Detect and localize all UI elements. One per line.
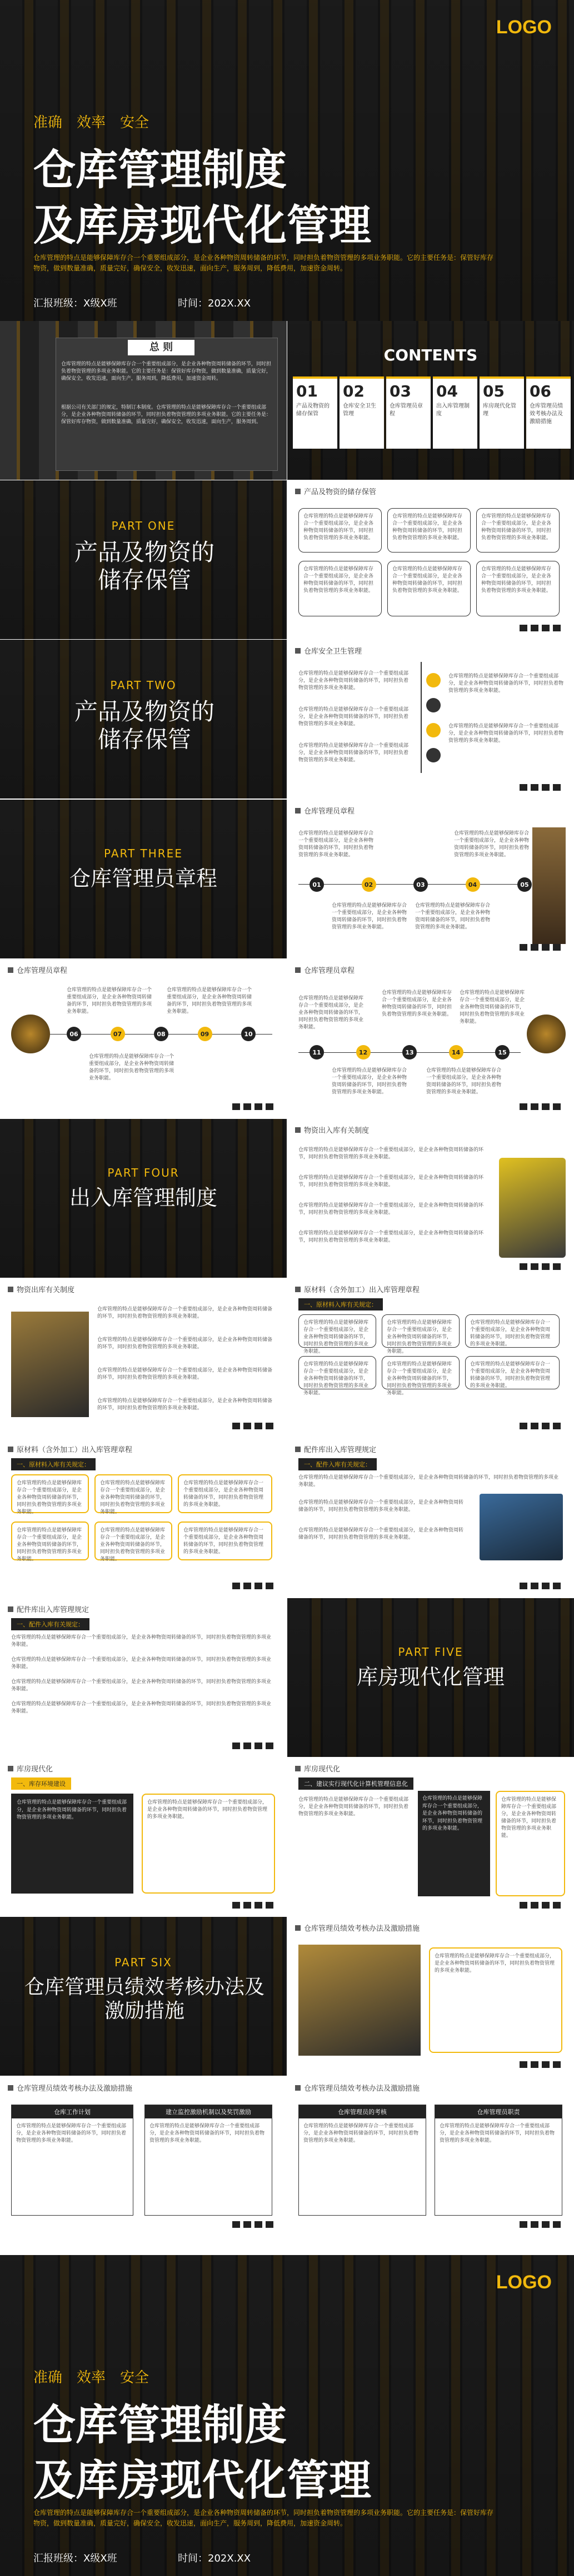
- slide-nav: [520, 784, 561, 791]
- intro-slide: [0, 321, 287, 480]
- slide-nav: [232, 1583, 273, 1589]
- title-marker-icon: [8, 1287, 13, 1292]
- step-number: 07: [111, 1027, 125, 1041]
- staff1-text-3: 仓库管理的特点是能够保障库存合一个重要组成部分，是企业各种物资周转储备的环节，同时担负着物资管理的多项业务职能。: [332, 903, 407, 931]
- part-two-slide: [0, 640, 287, 799]
- staff2-text-3: 仓库管理的特点是能够保障库存合一个重要组成部分，是企业各种物资周转储备的环节，同时担负着物资管理的多项业务职能。: [89, 1054, 174, 1082]
- cover-title-line2: 及库房现代化管理: [33, 2456, 371, 2505]
- slide-title: 仓库管理员章程: [304, 967, 355, 975]
- store-box-5: 仓库管理的特点是能够保障库存合一个重要组成部分，是企业各种物资周转储备的环节，同时担负着物资管理的多项业务职能。: [387, 561, 471, 616]
- inout1-slide: [287, 1119, 574, 1278]
- staff3-text-2: 仓库管理的特点是能够保障库存合一个重要组成部分，是企业各种物资周转储备的环节，同时担负着物资管理的多项业务职能。: [382, 990, 452, 1018]
- part-label: PART THREE: [104, 847, 183, 860]
- cover-time: 时间：202X.XX: [178, 298, 251, 309]
- slide-title: 配件库出入库管理规定: [17, 1606, 89, 1614]
- title-marker-icon: [8, 967, 13, 973]
- cover-title-line1: 仓库管理制度: [33, 2400, 287, 2449]
- contents-item[interactable]: [386, 376, 431, 449]
- safety-text-2: 仓库管理的特点是能够保障库存合一个重要组成部分，是企业各种物资周转储备的环节，同时担负着物资管理的多项业务职能。: [298, 707, 409, 727]
- modern-header-2: 二、建议实行现代化计算机管理信息化: [298, 1777, 413, 1790]
- title-marker-icon: [295, 1127, 301, 1133]
- inout2-slide: [0, 1278, 287, 1437]
- step-number: 05: [517, 877, 532, 892]
- raw2-box-4: 仓库管理的特点是能够保障库存合一个重要组成部分，是企业各种物资周转储备的环节，同时担负着物资管理的多项业务职能。: [11, 1522, 89, 1560]
- raw-header: 一、原材料入库有关规定：: [11, 1458, 96, 1470]
- contents-label: 仓库管理员章程: [390, 403, 423, 417]
- step-number: 10: [241, 1027, 256, 1041]
- perf1-slide: [287, 1917, 574, 2076]
- contents-label: 仓库安全卫生管理: [343, 403, 376, 417]
- contents-label: 出入库管理制度: [436, 403, 470, 417]
- parts2-text-4: 仓库管理的特点是能够保障库存合一个重要组成部分，是企业各种物资周转储备的环节，同时担负着物资管理的多项业务职能。: [11, 1701, 272, 1715]
- inout2-text-1: 仓库管理的特点是能够保障库存合一个重要组成部分，是企业各种物资周转储备的环节，同时担负着物资管理的多项业务职能。: [97, 1307, 273, 1320]
- slide-nav: [520, 1103, 561, 1110]
- slide-title: 产品及物资的储存保管: [304, 488, 377, 496]
- warehouse-photo: [298, 1945, 421, 2056]
- inout2-text-2: 仓库管理的特点是能够保障库存合一个重要组成部分，是企业各种物资周转储备的环节，同时担负着物资管理的多项业务职能。: [97, 1337, 273, 1350]
- raw2-box-3: 仓库管理的特点是能够保障库存合一个重要组成部分，是企业各种物资周转储备的环节，同时担负着物资管理的多项业务职能。: [178, 1474, 272, 1513]
- slide-title: 库房现代化: [17, 1765, 53, 1774]
- part-label: PART TWO: [110, 679, 177, 692]
- contents-item[interactable]: [293, 376, 337, 449]
- closing-slide: [0, 2255, 574, 2576]
- part-title: 仓库管理员绩效考核办法及激励措施: [24, 1976, 264, 2023]
- part-label: PART ONE: [111, 519, 176, 533]
- staff2-text-1: 仓库管理的特点是能够保障库存合一个重要组成部分，是企业各种物资周转储备的环节，同时担负着物资管理的多项业务职能。: [67, 987, 152, 1015]
- raw1-box-4: 仓库管理的特点是能够保障库存合一个重要组成部分，是企业各种物资周转储备的环节，同时担负着物资管理的多项业务职能。: [298, 1356, 376, 1389]
- staff1-text-2: 仓库管理的特点是能够保障库存合一个重要组成部分，是企业各种物资周转储备的环节，同时担负着物资管理的多项业务职能。: [454, 831, 530, 858]
- part-label: PART FOUR: [107, 1166, 179, 1179]
- parts2-text-1: 仓库管理的特点是能够保障库存合一个重要组成部分，是企业各种物资周转储备的环节，同时担负着物资管理的多项业务职能。: [11, 1635, 272, 1648]
- raw1-box-1: 仓库管理的特点是能够保障库存合一个重要组成部分，是企业各种物资周转储备的环节，同时担负着物资管理的多项业务职能。: [298, 1314, 376, 1348]
- cover-class: 汇报班级：X级X班: [33, 298, 117, 309]
- bullet-icon: [426, 723, 441, 737]
- staff3-text-5: 仓库管理的特点是能够保障库存合一个重要组成部分，是企业各种物资周转储备的环节，同时担负着物资管理的多项业务职能。: [426, 1068, 502, 1096]
- store-box-2: 仓库管理的特点是能够保障库存合一个重要组成部分，是企业各种物资周转储备的环节，同时担负着物资管理的多项业务职能。: [387, 508, 471, 553]
- slide-title: 物资出入库有关制度: [304, 1127, 370, 1135]
- slide-title: 仓库安全卫生管理: [304, 647, 362, 656]
- staff3-text-1: 仓库管理的特点是能够保障库存合一个重要组成部分，是企业各种物资周转储备的环节，同时担负着物资管理的多项业务职能。: [298, 996, 364, 1031]
- raw2-box-5: 仓库管理的特点是能够保障库存合一个重要组成部分，是企业各种物资周转储备的环节，同时担负着物资管理的多项业务职能。: [94, 1522, 172, 1560]
- title-marker-icon: [8, 2085, 13, 2091]
- safety-slide: [287, 640, 574, 799]
- part-title: 仓库管理员章程: [69, 866, 217, 891]
- cover-time: 时间：202X.XX: [178, 2553, 251, 2564]
- slide-nav: [232, 2221, 273, 2228]
- modern-yellow-box: 仓库管理的特点是能够保障库存合一个重要组成部分，是企业各种物资周转储备的环节，同时担负着物资管理的多项业务职能。: [142, 1794, 275, 1894]
- inout1-text-2: 仓库管理的特点是能够保障库存合一个重要组成部分，是企业各种物资周转储备的环节，同时担负着物资管理的多项业务职能。: [298, 1175, 484, 1188]
- raw1-slide: [287, 1278, 574, 1437]
- title-marker-icon: [8, 1606, 13, 1612]
- slide-nav: [520, 1263, 561, 1270]
- slide-title: 库房现代化: [304, 1765, 341, 1774]
- contents-number: 01: [296, 382, 318, 400]
- slide-nav: [520, 625, 561, 631]
- parts1-text-1: 仓库管理的特点是能够保障库存合一个重要组成部分，是企业各种物资周转储备的环节，同时担负着物资管理的多项业务职能。: [298, 1475, 559, 1488]
- step-number: 12: [356, 1045, 371, 1059]
- intro-heading: 总 则: [128, 340, 194, 355]
- inout2-text-3: 仓库管理的特点是能够保障库存合一个重要组成部分，是企业各种物资周转储备的环节，同时担负着物资管理的多项业务职能。: [97, 1368, 273, 1381]
- store-box-4: 仓库管理的特点是能够保障库存合一个重要组成部分，是企业各种物资周转储备的环节，同时担负着物资管理的多项业务职能。: [298, 561, 382, 616]
- title-marker-icon: [295, 2085, 301, 2091]
- parts-header: 一、配件入库有关规定：: [11, 1618, 89, 1630]
- perf1-yellow-box: 仓库管理的特点是能够保障库存合一个重要组成部分，是企业各种物资周转储备的环节，同时担负着物资管理的多项业务职能。: [429, 1947, 562, 2053]
- perf-col-4: 仓库管理员职责 仓库管理的特点是能够保障库存合一个重要组成部分，是企业各种物资周转储备的环节，同时担负着物资管理的多项业务职能。: [435, 2105, 562, 2216]
- staff1-text-4: 仓库管理的特点是能够保障库存合一个重要组成部分，是企业各种物资周转储备的环节，同时担负着物资管理的多项业务职能。: [415, 903, 491, 931]
- raw2-box-1: 仓库管理的特点是能够保障库存合一个重要组成部分，是企业各种物资周转储备的环节，同时担负着物资管理的多项业务职能。: [11, 1474, 89, 1513]
- cover-title-line1: 仓库管理制度: [33, 145, 287, 194]
- slide-title: 物资出库有关制度: [17, 1286, 75, 1294]
- cover-description: 仓库管理的特点是能够保障库存合一个重要组成部分，是企业各种物资周转储备的环节，同时担负着物资管理的多项业务职能。它的主要任务是：保管好库存物资，做到数量准确，质量完好，确保安全，收发迅速，面向生产，服务周到，降低费用，加速资金周转。: [33, 2509, 494, 2528]
- part-one-slide: [0, 480, 287, 639]
- contents-label: 库房现代化管理: [483, 403, 516, 417]
- parts1-slide: [287, 1438, 574, 1597]
- perf-col-1: 仓库工作计划 仓库管理的特点是能够保障库存合一个重要组成部分，是企业各种物资周转储备的环节，同时担负着物资管理的多项业务职能。: [11, 2105, 133, 2216]
- part-title: 产品及物资的储存保管: [74, 539, 214, 594]
- slide-title: 仓库管理员绩效考核办法及激励措施: [304, 1925, 420, 1933]
- slide-nav: [520, 2061, 561, 2068]
- contents-label: 产品及物资的储存保管: [296, 403, 330, 417]
- part-title: 产品及物资的储存保管: [74, 698, 214, 754]
- step-number: 09: [198, 1027, 212, 1041]
- title-marker-icon: [295, 1925, 301, 1931]
- step-number: 11: [310, 1045, 324, 1059]
- part-label: PART SIX: [114, 1956, 172, 1969]
- title-marker-icon: [295, 1447, 301, 1452]
- raw1-box-3: 仓库管理的特点是能够保障库存合一个重要组成部分，是企业各种物资周转储备的环节，同时担负着物资管理的多项业务职能。: [465, 1314, 560, 1348]
- contents-number: 04: [436, 382, 458, 400]
- contents-item[interactable]: [340, 376, 384, 449]
- warehouse-photo: [532, 827, 566, 944]
- contents-heading: CONTENTS: [383, 346, 478, 364]
- perf-col-2: 建立监控激励机制以及奖罚激励 仓库管理的特点是能够保障库存合一个重要组成部分，是企业各种物资周转储备的环节，同时担负着物资管理的多项业务职能。: [144, 2105, 272, 2216]
- title-marker-icon: [295, 808, 301, 814]
- title-marker-icon: [295, 1766, 301, 1771]
- contents-number: 03: [390, 382, 411, 400]
- cover-class: 汇报班级：X级X班: [33, 2553, 117, 2564]
- cover-tags: 准确 效率 安全: [33, 114, 149, 131]
- modern-dark-box: 仓库管理的特点是能够保障库存合一个重要组成部分，是企业各种物资周转储备的环节，同时担负着物资管理的多项业务职能。: [11, 1794, 133, 1894]
- store-box-1: 仓库管理的特点是能够保障库存合一个重要组成部分，是企业各种物资周转储备的环节，同时担负着物资管理的多项业务职能。: [298, 508, 382, 553]
- contents-item[interactable]: [480, 376, 524, 449]
- contents-number: 06: [530, 382, 551, 400]
- raw2-box-6: 仓库管理的特点是能够保障库存合一个重要组成部分，是企业各种物资周转储备的环节，同时担负着物资管理的多项业务职能。: [178, 1522, 272, 1560]
- part-three-slide: [0, 800, 287, 958]
- part-four-slide: [0, 1119, 287, 1278]
- raw1-box-2: 仓库管理的特点是能够保障库存合一个重要组成部分，是企业各种物资周转储备的环节，同时担负着物资管理的多项业务职能。: [382, 1314, 460, 1348]
- slide-nav: [520, 1902, 561, 1909]
- warehouse-photo: [527, 1015, 566, 1053]
- inout1-text-4: 仓库管理的特点是能够保障库存合一个重要组成部分，是企业各种物资周转储备的环节，同时担负着物资管理的多项业务职能。: [298, 1231, 484, 1244]
- raw-header: 一、原材料入库有关规定：: [298, 1298, 383, 1310]
- staff3-text-3: 仓库管理的特点是能够保障库存合一个重要组成部分，是企业各种物资周转储备的环节，同时担负着物资管理的多项业务职能。: [460, 990, 525, 1025]
- modern1-slide: [0, 1757, 287, 1916]
- intro-para2: 根据公司有关部门的规定，特制订本制度。仓库管理的特点是能够保障库存合一个重要组成部分，是企业各种物资周转储备的环节，同时担负着物资管理的多项业务职能。它的主要任务是：保管好库存物资，做到数量准确，质量完好，确保安全，收发迅速，面向生产，服务周到。: [61, 405, 272, 425]
- slide-nav: [520, 1423, 561, 1429]
- bullet-icon: [426, 748, 441, 762]
- contents-slide: [287, 321, 574, 480]
- modern2-text-1: 仓库管理的特点是能够保障库存合一个重要组成部分，是企业各种物资周转储备的环节，同时担负着物资管理的多项业务职能。: [298, 1797, 409, 1817]
- step-number: 06: [67, 1027, 81, 1041]
- forklift-photo: [499, 1158, 566, 1258]
- intro-para1: 仓库管理的特点是能够保障库存合一个重要组成部分，是企业各种物资周转储备的环节，同时担负着物资管理的多项业务职能。它的主要任务是：保管好库存物资，做到数量准确，质量完好，确保安全，收发迅速，面向生产，服务周到，降低费用，加速资金周转。: [61, 361, 272, 382]
- logo: LOGO: [496, 2272, 552, 2293]
- slide-nav: [520, 2221, 561, 2228]
- staff2-text-2: 仓库管理的特点是能够保障库存合一个重要组成部分，是企业各种物资周转储备的环节，同时担负着物资管理的多项业务职能。: [167, 987, 252, 1015]
- slide-nav: [520, 944, 561, 951]
- parts2-slide: [0, 1598, 287, 1757]
- perf-col-3: 仓库管理员的考核 仓库管理的特点是能够保障库存合一个重要组成部分，是企业各种物资周转储备的环节，同时担负着物资管理的多项业务职能。: [298, 2105, 426, 2216]
- slide-title: 仓库管理员绩效考核办法及激励措施: [17, 2085, 133, 2093]
- safety-right-2: 仓库管理的特点是能够保障库存合一个重要组成部分，是企业各种物资周转储备的环节，同时担负着物资管理的多项业务职能。: [448, 724, 564, 744]
- parts2-text-2: 仓库管理的特点是能够保障库存合一个重要组成部分，是企业各种物资周转储备的环节，同时担负着物资管理的多项业务职能。: [11, 1657, 272, 1670]
- warehouse-photo: [480, 1494, 563, 1560]
- parts2-text-3: 仓库管理的特点是能够保障库存合一个重要组成部分，是企业各种物资周转储备的环节，同时担负着物资管理的多项业务职能。: [11, 1679, 272, 1693]
- perf3-slide: [287, 2077, 574, 2236]
- parts1-text-2: 仓库管理的特点是能够保障库存合一个重要组成部分，是企业各种物资周转储备的环节，同时担负着物资管理的多项业务职能。: [298, 1500, 464, 1513]
- store-slide: [287, 480, 574, 639]
- modern2-dark-box: 仓库管理的特点是能够保障库存合一个重要组成部分，是企业各种物资周转储备的环节，同时担负着物资管理的多项业务职能。: [418, 1791, 490, 1896]
- title-marker-icon: [295, 967, 301, 973]
- parts1-text-3: 仓库管理的特点是能够保障库存合一个重要组成部分，是企业各种物资周转储备的环节，同时担负着物资管理的多项业务职能。: [298, 1528, 464, 1541]
- slide-title: 仓库管理员章程: [17, 967, 68, 975]
- safety-right-1: 仓库管理的特点是能够保障库存合一个重要组成部分，是企业各种物资周转储备的环节，同时担负着物资管理的多项业务职能。: [448, 674, 564, 694]
- store-box-3: 仓库管理的特点是能够保障库存合一个重要组成部分，是企业各种物资周转储备的环节，同时担负着物资管理的多项业务职能。: [476, 508, 560, 553]
- cover-description: 仓库管理的特点是能够保障库存合一个重要组成部分，是企业各种物资周转储备的环节，同时担负着物资管理的多项业务职能。它的主要任务是：保管好库存物资，做到数量准确，质量完好，确保安全，收发迅速，面向生产，服务周到，降低费用，加速资金周转。: [33, 254, 494, 273]
- slide-nav: [232, 1902, 273, 1909]
- slide-title: 仓库管理员章程: [304, 807, 355, 816]
- inout1-text-3: 仓库管理的特点是能够保障库存合一个重要组成部分，是企业各种物资周转储备的环节，同时担负着物资管理的多项业务职能。: [298, 1203, 484, 1216]
- warehouse-photo: [11, 1015, 50, 1053]
- slide-title: 配件库出入库管理规定: [304, 1446, 377, 1454]
- staff3-slide: [287, 959, 574, 1118]
- slide-title: 原材料（含外加工）出入库管理章程: [304, 1286, 420, 1294]
- safety-text-1: 仓库管理的特点是能够保障库存合一个重要组成部分，是企业各种物资周转储备的环节，同时担负着物资管理的多项业务职能。: [298, 671, 409, 691]
- slide-title: 原材料（含外加工）出入库管理章程: [17, 1446, 133, 1454]
- contents-number: 02: [343, 382, 365, 400]
- step-number: 14: [449, 1045, 463, 1059]
- slide-nav: [232, 1103, 273, 1110]
- part-five-slide: [287, 1598, 574, 1757]
- staff1-slide: [287, 800, 574, 958]
- part-title: 出入库管理制度: [69, 1186, 217, 1210]
- store-box-6: 仓库管理的特点是能够保障库存合一个重要组成部分，是企业各种物资周转储备的环节，同时担负着物资管理的多项业务职能。: [476, 561, 560, 616]
- warehouse-photo: [11, 1312, 89, 1417]
- raw2-slide: [0, 1438, 287, 1597]
- inout1-text-1: 仓库管理的特点是能够保障库存合一个重要组成部分，是企业各种物资周转储备的环节，同时担负着物资管理的多项业务职能。: [298, 1147, 484, 1161]
- inout2-text-4: 仓库管理的特点是能够保障库存合一个重要组成部分，是企业各种物资周转储备的环节，同时担负着物资管理的多项业务职能。: [97, 1398, 273, 1412]
- step-number: 03: [413, 877, 428, 892]
- part-six-slide: [0, 1917, 287, 2076]
- part-label: PART FIVE: [398, 1645, 463, 1659]
- raw1-box-5: 仓库管理的特点是能够保障库存合一个重要组成部分，是企业各种物资周转储备的环节，同时担负着物资管理的多项业务职能。: [382, 1356, 460, 1389]
- cover-tags: 准确 效率 安全: [33, 2369, 149, 2386]
- slide-title: 仓库管理员绩效考核办法及激励措施: [304, 2085, 420, 2093]
- bullet-icon: [426, 673, 441, 687]
- title-marker-icon: [295, 489, 301, 494]
- part-title: 库房现代化管理: [356, 1665, 505, 1689]
- slide-nav: [520, 1583, 561, 1589]
- title-marker-icon: [8, 1447, 13, 1452]
- bullet-icon: [426, 698, 441, 712]
- title-marker-icon: [295, 1287, 301, 1292]
- contents-item[interactable]: [526, 376, 571, 449]
- contents-item[interactable]: [433, 376, 477, 449]
- parts-header: 一、配件入库有关规定：: [298, 1458, 377, 1470]
- modern-header-1: 一、库存环境建设: [11, 1777, 71, 1790]
- title-marker-icon: [295, 648, 301, 654]
- logo: LOGO: [496, 17, 552, 38]
- modern2-slide: [287, 1757, 574, 1916]
- cover-slide: [0, 0, 574, 321]
- slide-nav: [232, 1743, 273, 1749]
- staff1-text-1: 仓库管理的特点是能够保障库存合一个重要组成部分，是企业各种物资周转储备的环节，同时担负着物资管理的多项业务职能。: [298, 831, 374, 858]
- modern2-yellow-box: 仓库管理的特点是能够保障库存合一个重要组成部分，是企业各种物资周转储备的环节，同时担负着物资管理的多项业务职能。: [496, 1791, 565, 1896]
- step-number: 01: [310, 877, 324, 892]
- safety-text-3: 仓库管理的特点是能够保障库存合一个重要组成部分，是企业各种物资周转储备的环节，同时担负着物资管理的多项业务职能。: [298, 743, 409, 764]
- step-number: 08: [154, 1027, 168, 1041]
- contents-label: 仓库管理员绩效考核办法及激励措施: [530, 403, 563, 425]
- slide-nav: [232, 1423, 273, 1429]
- staff2-slide: [0, 959, 287, 1118]
- step-number: 02: [362, 877, 376, 892]
- staff3-text-4: 仓库管理的特点是能够保障库存合一个重要组成部分，是企业各种物资周转储备的环节，同时担负着物资管理的多项业务职能。: [332, 1068, 407, 1096]
- raw1-box-6: 仓库管理的特点是能够保障库存合一个重要组成部分，是企业各种物资周转储备的环节，同时担负着物资管理的多项业务职能。: [465, 1356, 560, 1389]
- title-marker-icon: [8, 1766, 13, 1771]
- perf2-slide: [0, 2077, 287, 2236]
- cover-title-line2: 及库房现代化管理: [33, 200, 371, 250]
- raw2-box-2: 仓库管理的特点是能够保障库存合一个重要组成部分，是企业各种物资周转储备的环节，同时担负着物资管理的多项业务职能。: [94, 1474, 172, 1513]
- step-number: 15: [495, 1045, 510, 1059]
- step-number: 13: [402, 1045, 417, 1059]
- contents-number: 05: [483, 382, 505, 400]
- step-number: 04: [466, 877, 480, 892]
